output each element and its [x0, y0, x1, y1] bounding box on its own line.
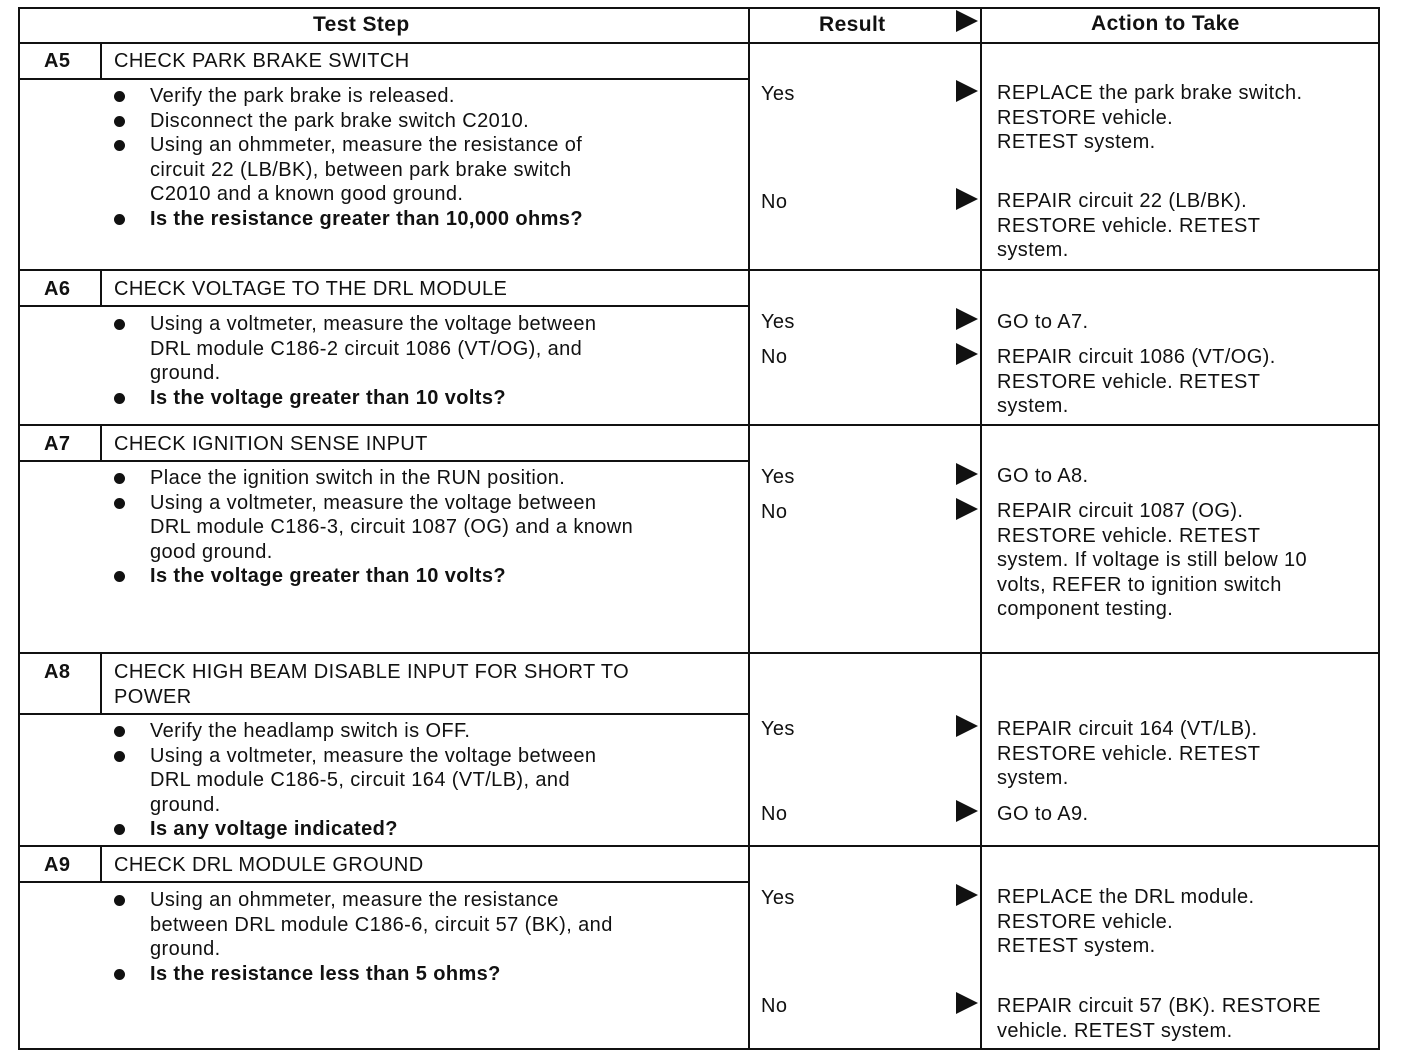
step-id-a6: A6	[44, 278, 71, 300]
a8-id-divider	[100, 652, 102, 714]
step-question-a7: Is the voltage greater than 10 volts?	[114, 564, 633, 589]
column-divider-result	[748, 7, 750, 1050]
bullet-item: Using a voltmeter, measure the voltage between DRL module C186-5, circuit 164 (VT/LB), and ground.	[114, 744, 596, 818]
column-divider-action	[980, 7, 982, 1050]
step-bullets-a9	[114, 888, 613, 986]
table-border-right	[1378, 7, 1380, 1050]
bullet-item: Using a voltmeter, measure the voltage between DRL module C186-3, circuit 1087 (OG) and a known good ground.	[114, 491, 633, 565]
step-bullets-a8	[114, 719, 596, 842]
table-border-left	[18, 7, 20, 1050]
arrow-yes-a8-icon	[956, 715, 978, 737]
arrow-no-a9-icon	[956, 992, 978, 1014]
step-question-a8: Is any voltage indicated?	[114, 817, 596, 842]
a6-title-underline	[18, 305, 748, 307]
header-arrow-icon	[956, 10, 978, 32]
a9-title-underline	[18, 881, 748, 883]
step-id-a8: A8	[44, 661, 71, 683]
row-divider-a8	[18, 845, 1380, 847]
action-yes-a7: GO to A8.	[997, 465, 1089, 487]
table-border-bottom	[18, 1048, 1380, 1050]
result-no-a8: No	[761, 803, 788, 825]
header-test-step: Test Step	[313, 13, 410, 36]
step-question-a9: Is the resistance less than 5 ohms?	[114, 962, 613, 987]
step-bullets-a6	[114, 312, 596, 410]
result-yes-a9: Yes	[761, 887, 795, 909]
step-title-a5: CHECK PARK BRAKE SWITCH	[114, 50, 410, 72]
bullet-item: Place the ignition switch in the RUN position.	[114, 466, 633, 491]
bullet-item: Using a voltmeter, measure the voltage between DRL module C186-2 circuit 1086 (VT/OG), and ground.	[114, 312, 596, 386]
result-yes-a8: Yes	[761, 718, 795, 740]
result-no-a9: No	[761, 995, 788, 1017]
action-yes-a9: REPLACE the DRL module. RESTORE vehicle. RETEST system.	[997, 886, 1255, 957]
bullet-item: Verify the park brake is released.	[114, 84, 583, 109]
bullet-item: Disconnect the park brake switch C2010.	[114, 109, 583, 134]
step-question-a6: Is the voltage greater than 10 volts?	[114, 386, 596, 411]
header-divider	[18, 42, 1380, 44]
step-id-a9: A9	[44, 854, 71, 876]
result-no-a6: No	[761, 346, 788, 368]
step-bullets-a5	[114, 84, 583, 231]
diagnostic-table	[18, 7, 1380, 1050]
a7-title-underline	[18, 460, 748, 462]
step-title-a9: CHECK DRL MODULE GROUND	[114, 854, 424, 876]
arrow-yes-a7-icon	[956, 463, 978, 485]
result-yes-a7: Yes	[761, 466, 795, 488]
result-no-a7: No	[761, 501, 788, 523]
arrow-yes-a6-icon	[956, 308, 978, 330]
step-question-a5: Is the resistance greater than 10,000 ohms?	[114, 207, 583, 232]
step-bullets-a7	[114, 466, 633, 589]
bullet-item: Verify the headlamp switch is OFF.	[114, 719, 596, 744]
row-divider-a7	[18, 652, 1380, 654]
step-id-a7: A7	[44, 433, 71, 455]
a6-id-divider	[100, 269, 102, 307]
step-id-a5: A5	[44, 50, 71, 72]
arrow-yes-a5-icon	[956, 80, 978, 102]
row-divider-a6	[18, 424, 1380, 426]
step-title-a6: CHECK VOLTAGE TO THE DRL MODULE	[114, 278, 508, 300]
action-yes-a8: REPAIR circuit 164 (VT/LB). RESTORE vehicle. RETEST system.	[997, 718, 1261, 789]
action-yes-a6: GO to A7.	[997, 311, 1089, 333]
step-title-a7: CHECK IGNITION SENSE INPUT	[114, 433, 428, 455]
arrow-no-a8-icon	[956, 800, 978, 822]
bullet-item: Using an ohmmeter, measure the resistance of circuit 22 (LB/BK), between park brake switch C2010 and a known good ground.	[114, 133, 583, 207]
row-divider-a5	[18, 269, 1380, 271]
step-title-a8: CHECK HIGH BEAM DISABLE INPUT FOR SHORT TO POWER	[114, 661, 630, 708]
result-yes-a6: Yes	[761, 311, 795, 333]
arrow-no-a6-icon	[956, 343, 978, 365]
arrow-no-a7-icon	[956, 498, 978, 520]
arrow-yes-a9-icon	[956, 884, 978, 906]
action-no-a7: REPAIR circuit 1087 (OG). RESTORE vehicle. RETEST system. If voltage is still below 10 volts, REFER to ignition switch component testing.	[997, 500, 1308, 620]
action-yes-a5: REPLACE the park brake switch. RESTORE vehicle. RETEST system.	[997, 82, 1303, 153]
result-no-a5: No	[761, 191, 788, 213]
a8-title-underline	[18, 713, 748, 715]
bullet-item: Using an ohmmeter, measure the resistance between DRL module C186-6, circuit 57 (BK), and ground.	[114, 888, 613, 962]
action-no-a9: REPAIR circuit 57 (BK). RESTORE vehicle. RETEST system.	[997, 995, 1321, 1042]
arrow-no-a5-icon	[956, 188, 978, 210]
result-yes-a5: Yes	[761, 83, 795, 105]
action-no-a8: GO to A9.	[997, 803, 1089, 825]
a9-id-divider	[100, 845, 102, 883]
a5-title-underline	[18, 78, 748, 80]
a5-id-divider	[100, 42, 102, 80]
a7-id-divider	[100, 424, 102, 462]
action-no-a5: REPAIR circuit 22 (LB/BK). RESTORE vehicle. RETEST system.	[997, 190, 1261, 261]
table-border-top	[18, 7, 1380, 9]
header-action: Action to Take	[1091, 12, 1240, 35]
action-no-a6: REPAIR circuit 1086 (VT/OG). RESTORE vehicle. RETEST system.	[997, 346, 1276, 417]
header-result: Result	[819, 13, 886, 36]
